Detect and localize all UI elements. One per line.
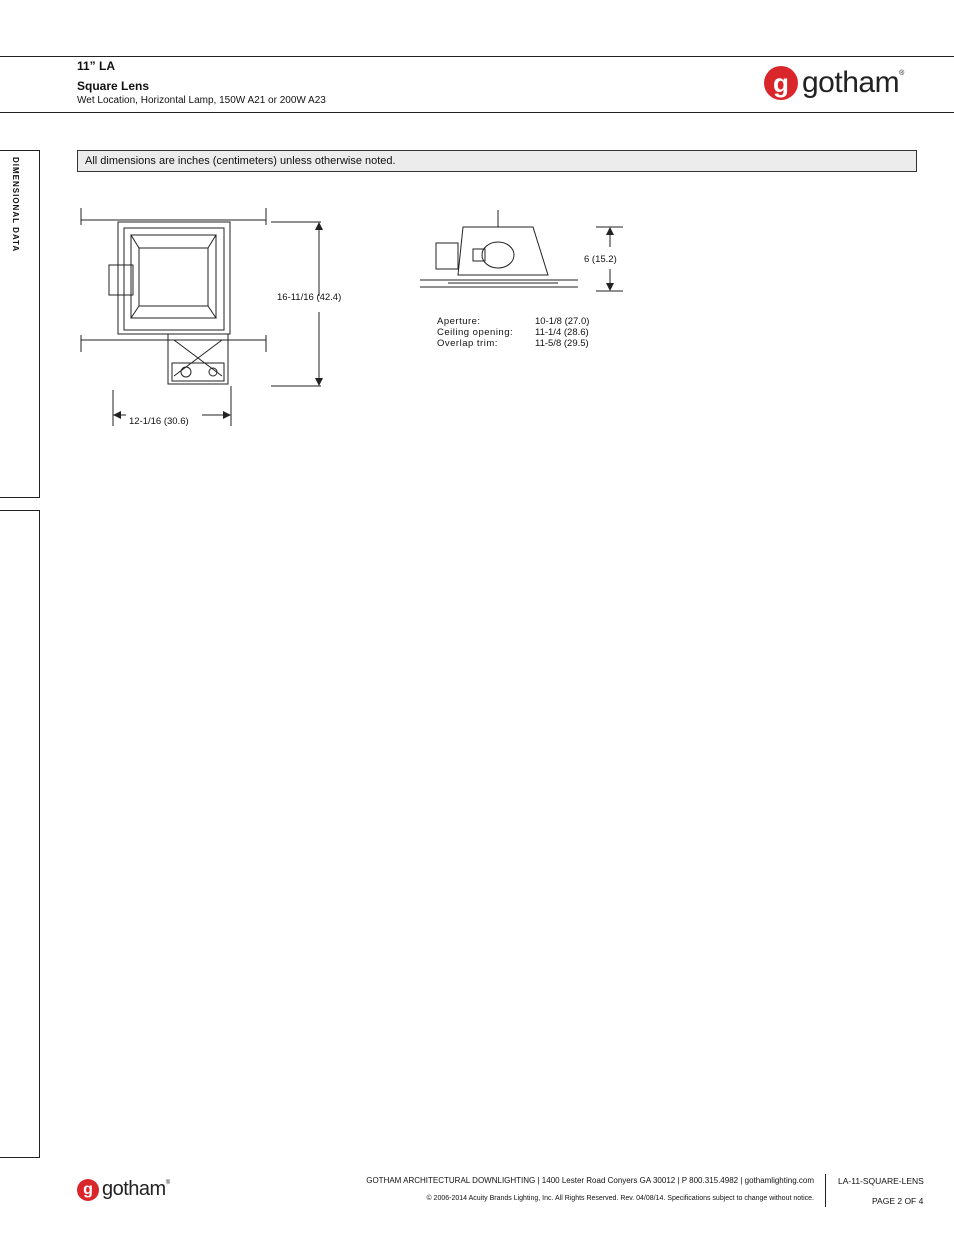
logo-wordmark: gotham xyxy=(102,1178,166,1200)
header-top-rule xyxy=(0,56,954,57)
footer-doc-code: LA-11-SQUARE-LENS xyxy=(838,1176,924,1186)
registered-mark: ® xyxy=(899,70,905,77)
spec-name: Aperture: xyxy=(437,316,481,327)
side-tab-label: DIMENSIONAL DATA xyxy=(11,157,20,253)
header-logo xyxy=(764,66,904,100)
spec-name: Ceiling opening: xyxy=(437,327,514,338)
product-description: Wet Location, Horizontal Lamp, 150W A21 or 200W A23 xyxy=(77,95,326,106)
spec-row xyxy=(437,316,589,327)
dimensions-notice: All dimensions are inches (centimeters) unless otherwise noted. xyxy=(77,150,917,172)
spec-row xyxy=(437,338,589,349)
spec-row xyxy=(437,327,589,338)
width-dimension-label: 12-1/16 (30.6) xyxy=(129,416,189,427)
registered-mark: ® xyxy=(165,1180,171,1186)
side-tab-dimensional-data xyxy=(0,150,40,498)
product-title: 11” LA xyxy=(77,59,116,73)
product-subtitle: Square Lens xyxy=(77,79,150,93)
footer-address: GOTHAM ARCHITECTURAL DOWNLIGHTING | 1400 Lester Road Conyers GA 30012 | P 800.315.4982 | gothamlighting.com xyxy=(366,1176,814,1185)
side-height-dimension-label: 6 (15.2) xyxy=(584,254,617,265)
spec-value: 11-5/8 (29.5) xyxy=(535,338,589,349)
logo-mark-letter: g xyxy=(83,1180,93,1198)
header-bottom-rule xyxy=(0,112,954,113)
side-view-drawing xyxy=(418,205,628,300)
footer-divider xyxy=(825,1174,826,1207)
footer-logo xyxy=(77,1178,170,1201)
footer-page-number: PAGE 2 OF 4 xyxy=(872,1196,924,1206)
height-dimension-label: 16-11/16 (42.4) xyxy=(277,292,342,303)
spec-value: 10-1/8 (27.0) xyxy=(535,316,590,327)
spec-value: 11-1/4 (28.6) xyxy=(535,327,589,338)
top-view-drawing xyxy=(76,200,366,430)
logo-wordmark: gotham xyxy=(802,66,900,99)
side-tab-blank xyxy=(0,510,40,1158)
logo-mark-letter: g xyxy=(773,68,789,98)
spec-name: Overlap trim: xyxy=(437,338,498,349)
dimension-spec-table xyxy=(437,316,589,349)
footer-copyright: © 2006-2014 Acuity Brands Lighting, Inc. All Rights Reserved. Rev. 04/08/14. Specifications subject to change without notice. xyxy=(426,1195,814,1202)
gotham-logo-icon xyxy=(77,1179,99,1201)
gotham-logo-icon xyxy=(764,66,798,100)
